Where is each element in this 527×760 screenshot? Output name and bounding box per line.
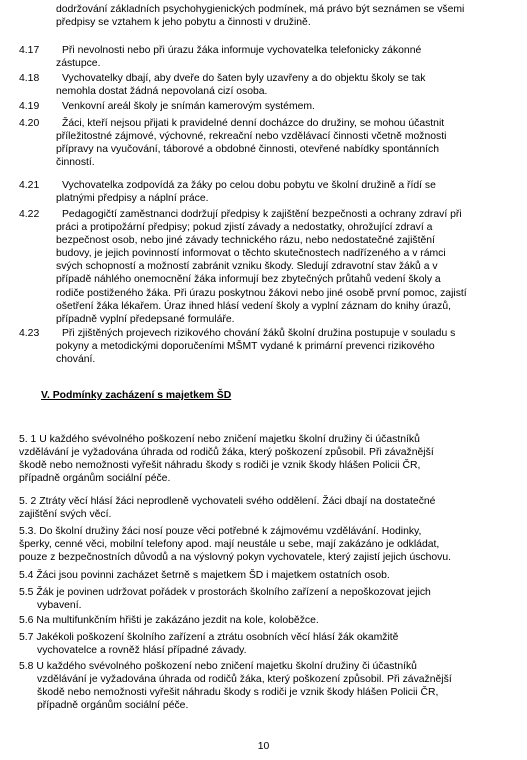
item-line: Vychovatelka zodpovídá za žáky po celou dobu pobytu ve školní družině a řídí se (62, 180, 436, 191)
item-line: chování. (56, 354, 96, 366)
item-line: Venkovní areál školy je snímán kamerovým systémem. (62, 101, 315, 112)
paragraph-line: škodě nebo nemožnosti vyřešit náhradu škody s rodiči je vznik škody hlášen Policii ČR, (19, 460, 421, 472)
paragraph-5-3 (19, 525, 497, 564)
paragraph-line: 5.8 U každého svévolného poškození nebo zničení majetku školní družiny či účastníků (19, 661, 417, 672)
paragraph-line: vzdělávání je vyžadována úhrada od rodičů žáka, který poškození způsobil. Při závažnější (37, 674, 452, 686)
paragraph-line: 5.7 Jakékoli poškození školního zařízení a ztrátu osobních věcí hlásí žák okamžitě (19, 632, 399, 643)
list-item-4-18 (19, 72, 497, 98)
section-heading: V. Podmínky zacházení s majetkem ŠD (41, 390, 232, 401)
paragraph-line: vzdělávání je vyžadována úhrada od rodičů žáka, který poškození způsobil. Při závažnější (19, 447, 434, 459)
list-item-4-20 (19, 117, 497, 169)
item-line: ošetření žáka lékařem. Úraz ihned hlásí vedení školy a vyplní záznam do knihy úrazů, (56, 300, 452, 312)
item-line: budovy, je jejich povinností informovat o těchto skutečnostech nadřízeného a v rámci (56, 248, 446, 260)
item-line: Při zjištěných projevech rizikového chování žáků školní družina postupuje v souladu s (62, 328, 456, 339)
paragraph-line: 5.5 Žák je povinen udržovat pořádek v prostorách školního zařízení a nepoškozovat jejich (19, 587, 431, 598)
paragraph-5-8 (19, 660, 497, 712)
intro-line: dodržování základních psychohygienických podmínek, má právo být seznámen se všemi (56, 4, 465, 15)
list-item-4-22 (19, 208, 497, 326)
intro-paragraph (19, 3, 497, 29)
item-line: svých schopností a možností zabránit vzniku škody. Sledují zdravotní stav žáků a v (56, 261, 438, 273)
item-line: bezpečnost osob, nebo jiné závady technického rázu, nebo nedostatečné zajištění (56, 235, 435, 247)
paragraph-line: 5.6 Na multifunkčním hřišti je zakázáno jezdit na kole, koloběžce. (19, 615, 319, 626)
item-line: Pedagogičtí zaměstnanci dodržují předpisy k zajištění bezpečnosti a ochrany zdraví při (62, 209, 462, 220)
item-line: případně vyplní předepsané formuláře. (56, 313, 235, 325)
paragraph-line: 5.3. Do školní družiny žáci nosí pouze věci potřebné k zájmovému vzdělávání. Hodinky, (19, 526, 422, 537)
list-item-4-19 (19, 100, 497, 113)
paragraph-5-7 (19, 631, 497, 657)
item-number: 4.21 (19, 180, 40, 191)
paragraph-line: zajištění svých věcí. (19, 509, 112, 521)
paragraph-5-1 (19, 433, 497, 485)
item-number: 4.23 (19, 328, 40, 339)
list-item-4-17 (19, 44, 497, 70)
paragraph-line: škodě nebo nemožnosti vyřešit náhradu škody s rodiči je vznik škody hlášen Policii ČR, (37, 687, 439, 699)
item-line: Žáci, kteří nejsou přijati k pravidelné denní docházce do družiny, se mohou účastnit (62, 118, 445, 129)
item-line: příležitostné zájmové, výchovné, rekreační nebo vzdělávací činnosti včetně možnosti (56, 131, 447, 143)
item-line: platnými předpisy a náplní práce. (56, 193, 209, 205)
paragraph-5-4 (19, 569, 497, 582)
paragraph-line: 5. 2 Ztráty věcí hlásí žáci neprodleně vychovateli svého oddělení. Žáci dbají na dostatečné (19, 496, 436, 507)
paragraph-line: případně orgánům sociální péče. (37, 700, 189, 712)
page-number: 10 (257, 741, 270, 752)
item-line: přípravy na vyučování, táborové a obdobné činnosti, otevřené nabídky spontánních (56, 144, 439, 156)
list-item-4-21 (19, 179, 497, 205)
paragraph-line: vybavení. (37, 600, 82, 612)
paragraph-5-2 (19, 495, 497, 521)
item-line: zástupce. (56, 58, 101, 70)
list-item-4-23 (19, 327, 497, 366)
item-line: Při nevolnosti nebo při úrazu žáka informuje vychovatelka telefonicky zákonné (62, 45, 422, 56)
paragraph-5-5 (19, 586, 497, 612)
item-line: rodiče postiženého žáka. Při úrazu poskytnou žákovi nebo jiné osobě první pomoc, zajistí (56, 287, 467, 299)
item-line: práci a protipožární předpisy; pokud zjistí závady a nedostatky, ohrožující zdraví a (56, 222, 433, 234)
item-line: pokyny a metodickými doporučeními MŠMT vydané k primární prevenci rizikového (56, 341, 435, 353)
paragraph-line: pouze z bezpečnostních důvodů a na výslovný pokyn vychovatele, který zajistí jejich úschovu. (19, 552, 452, 564)
paragraph-line: 5. 1 U každého svévolného poškození nebo zničení majetku školní družiny či účastníků (19, 434, 420, 445)
paragraph-line: šperky, cenné věci, mobilní telefony apod. mají neustále u sebe, mají zakázáno je odkládat, (19, 539, 440, 551)
item-line: případě náhlého onemocnění žáka informují bez zbytečných průtahů vedení školy a (56, 274, 441, 286)
item-number: 4.19 (19, 101, 40, 112)
item-line: nemohla dostat žádná nepovolaná cizí osoba. (56, 86, 268, 98)
paragraph-5-6 (19, 614, 497, 627)
item-number: 4.22 (19, 209, 40, 220)
paragraph-line: vychovatelce a rovněž hlásí případné závady. (37, 645, 247, 657)
item-line: Vychovatelky dbají, aby dveře do šaten byly uzavřeny a do objektu školy se tak (62, 73, 426, 84)
paragraph-line: případně orgánům sociální péče. (19, 473, 171, 485)
item-number: 4.18 (19, 73, 40, 84)
item-number: 4.20 (19, 118, 40, 129)
item-line: činností. (56, 157, 95, 169)
intro-line: předpisy se vztahem k jeho pobytu a činnosti v družině. (56, 17, 311, 29)
paragraph-line: 5.4 Žáci jsou povinni zacházet šetrně s majetkem ŠD i majetkem ostatních osob. (19, 570, 390, 581)
item-number: 4.17 (19, 45, 40, 56)
